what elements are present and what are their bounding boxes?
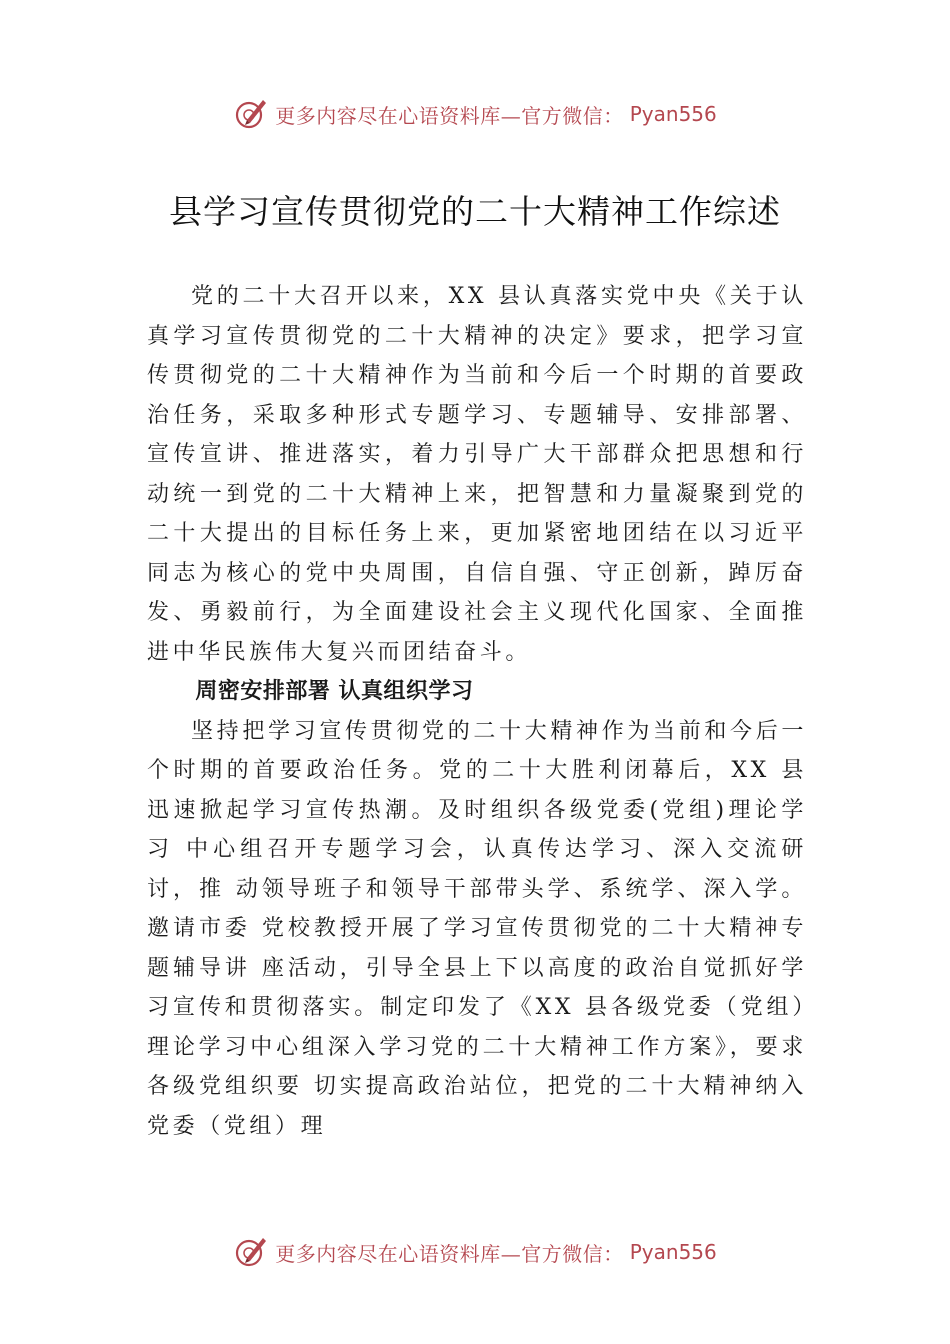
header-banner-text: 更多内容尽在心语资料库—官方微信： [275, 103, 624, 128]
section1-heading: 周密安排部署 认真组织学习 [195, 679, 474, 704]
footer-banner [0, 1232, 950, 1272]
pen-circle-icon [233, 96, 269, 132]
header-banner [0, 94, 950, 134]
header-banner-contact: Pyan556 [629, 102, 717, 126]
footer-banner-contact: Pyan556 [629, 1240, 717, 1264]
intro-paragraph: 党的二十大召开以来，XX 县认真落实党中央《关于认真学习宣传贯彻党的二十大精神的决定》要求，把学习宣传贯彻党的二十大精神作为当前和今后一个时期的首要政治任务，采取多种形式专题学习、专题辅导、安排部署、宣传宣讲、推进落实，着力引导广大干部群众把思想和行动统一到党的二十大精神上来，把智慧和力量凝聚到党的二十大提出的目标任务上来，更加紧密地团结在以习近平同志为核心的党中央周围，自信自强、守正创新，踔厉奋发、勇毅前行，为全面建设社会主义现代化国家、全面推进中华民族伟大复兴而团结奋斗。 [147, 284, 807, 665]
footer-banner-content [233, 1234, 717, 1270]
pen-circle-icon [233, 1234, 269, 1270]
footer-banner-text: 更多内容尽在心语资料库—官方微信： [275, 1241, 624, 1266]
header-banner-content [233, 96, 717, 132]
document-title: 县学习宣传贯彻党的二十大精神工作综述 [169, 192, 781, 231]
document-body [147, 277, 807, 1146]
section1-paragraph: 坚持把学习宣传贯彻党的二十大精神作为当前和今后一个时期的首要政治任务。党的二十大胜利闭幕后，XX 县迅速掀起学习宣传热潮。及时组织各级党委(党组)理论学习 中心组召开专题学习会，认真传达学习、深入交流研讨，推 动领导班子和领导干部带头学、系统学、深入学。邀请市委 党校教授开展了学习宣传贯彻党的二十大精神专题辅导讲 座活动，引导全县上下以高度的政治自觉抓好学习宣传和贯彻落实。制定印发了《XX 县各级党委（党组）理论学习中心组深入学习党的二十大精神工作方案》，要求各级党组织要 切实提高政治站位，把党的二十大精神纳入党委（党组）理 [147, 718, 807, 1139]
